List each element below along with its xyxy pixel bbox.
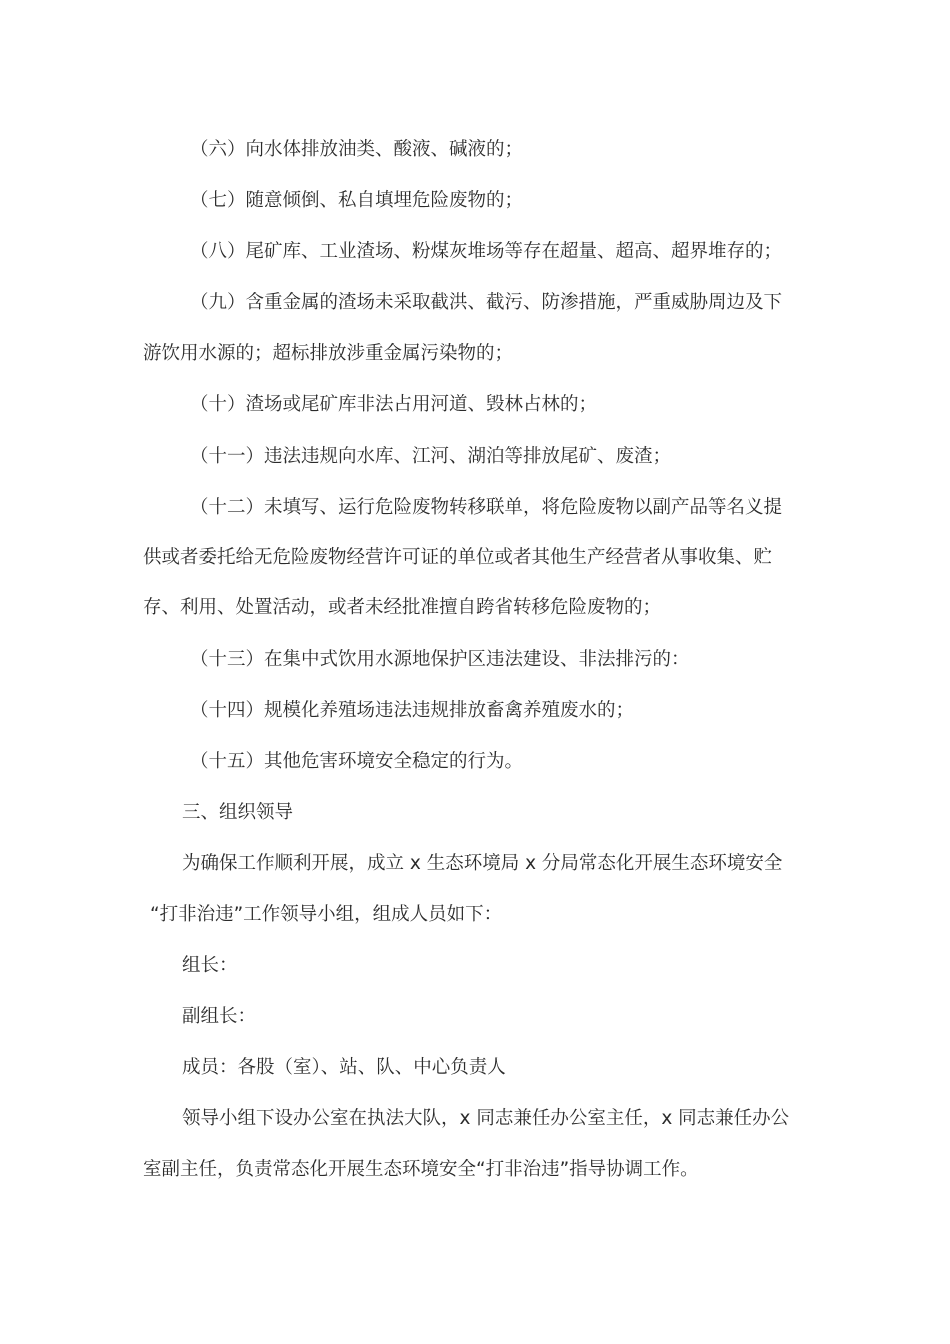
list-item-12-continuation-2: 存、利用、处置活动，或者未经批准擅自跨省转移危险废物的；	[143, 597, 662, 618]
list-item-15: （十五）其他危害环境安全稳定的行为。	[190, 751, 524, 772]
list-item-9-continuation: 游饮用水源的；超标排放涉重金属污染物的；	[143, 343, 514, 364]
list-item-10: （十）渣场或尾矿库非法占用河道、毁林占林的；	[190, 394, 598, 415]
list-item-12: （十二）未填写、运行危险废物转移联单，将危险废物以副产品等名义提	[190, 497, 783, 518]
list-item-8: （八）尾矿库、工业渣场、粉煤灰堆场等存在超量、超高、超界堆存的；	[190, 241, 783, 262]
intro-paragraph-line-2: “打非治违”工作领导小组，组成人员如下：	[150, 904, 503, 925]
list-item-12-continuation-1: 供或者委托给无危险废物经营许可证的单位或者其他生产经营者从事收集、贮	[143, 547, 773, 568]
deputy-leader-label: 副组长：	[182, 1006, 257, 1027]
list-item-13: （十三）在集中式饮用水源地保护区违法建设、非法排污的：	[190, 649, 690, 670]
intro-paragraph-line-1: 为确保工作顺利开展，成立 x 生态环境局 x 分局常态化开展生态环境安全	[182, 853, 783, 874]
section-heading: 三、组织领导	[182, 802, 294, 823]
office-paragraph-line-2: 室副主任，负责常态化开展生态环境安全“打非治违”指导协调工作。	[143, 1159, 699, 1180]
list-item-14: （十四）规模化养殖场违法违规排放畜禽养殖废水的；	[190, 700, 635, 721]
leader-label: 组长：	[182, 955, 238, 976]
office-paragraph-line-1: 领导小组下设办公室在执法大队，x 同志兼任办公室主任，x 同志兼任办公	[182, 1108, 790, 1129]
members-label: 成员：各股（室）、站、队、中心负责人	[182, 1057, 506, 1078]
list-item-11: （十一）违法违规向水库、江河、湖泊等排放尾矿、废渣；	[190, 446, 672, 467]
list-item-6: （六）向水体排放油类、酸液、碱液的；	[190, 139, 524, 160]
list-item-9: （九）含重金属的渣场未采取截洪、截污、防渗措施，严重威胁周边及下	[190, 292, 783, 313]
list-item-7: （七）随意倾倒、私自填埋危险废物的；	[190, 190, 524, 211]
